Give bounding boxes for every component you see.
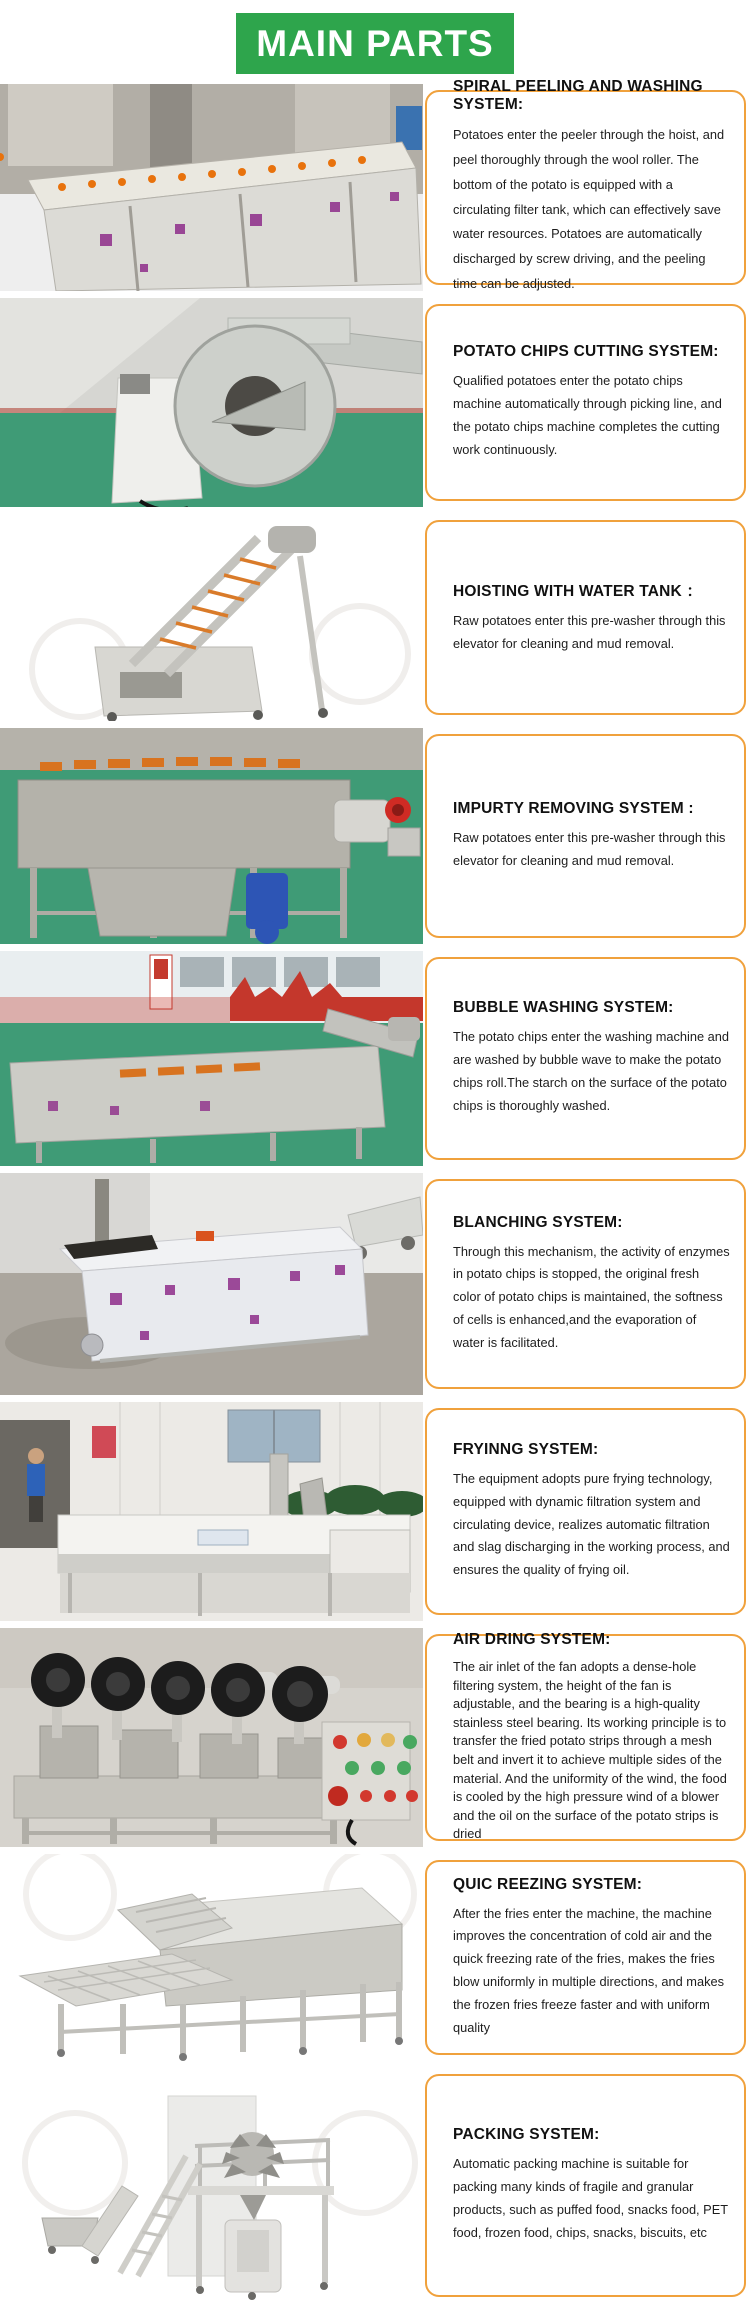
card-potato-chips-cutting	[425, 304, 746, 501]
section-description: After the fries enter the machine, the machine improves the concentration of cold air and the quick freezing rate of the fries, makes the fries blow uniformly in multiple directions, and makes the frozen fries freeze faster and with uniform quality	[453, 1905, 724, 2035]
card-quick-freezing	[425, 1860, 746, 2055]
card-bubble-washing	[425, 957, 746, 1160]
card-impurity-removing	[425, 734, 746, 938]
section-impurity-removing	[0, 728, 750, 944]
bubble-washer-illustration	[0, 951, 423, 1166]
card-frying	[425, 1408, 746, 1615]
section-description: Potatoes enter the peeler through the hoist, and peel thoroughly through the wool roller. The bottom of the potato is equipped with a circulating filter tank, which can effectively save water resources. Potatoes are automatically discharged by screw driving, and the peeling time can be adjusted.	[453, 126, 725, 292]
section-description: Raw potatoes enter this pre-washer through this elevator for cleaning and mud removal.	[453, 613, 726, 651]
photo-frying	[0, 1402, 423, 1621]
blanching-machine-illustration	[0, 1173, 423, 1395]
section-title: PACKING SYSTEM:	[453, 2126, 600, 2144]
section-title: BLANCHING SYSTEM:	[453, 1213, 623, 1231]
photo-hoisting-water-tank	[0, 514, 423, 721]
section-description: Qualified potatoes enter the potato chips machine automatically through picking line, and the potato chips machine completes the cutting work continuously.	[453, 373, 722, 457]
section-packing	[0, 2068, 750, 2303]
section-description: Raw potatoes enter this pre-washer through this elevator for cleaning and mud removal.	[453, 829, 726, 868]
section-potato-chips-cutting	[0, 298, 750, 507]
spiral-peeler-illustration	[0, 84, 423, 291]
cutting-machine-illustration	[0, 298, 423, 507]
photo-packing	[0, 2068, 423, 2303]
section-description: The potato chips enter the washing machine and are washed by bubble wave to make the potato chips roll.The starch on the surface of the potato chips is thoroughly washed.	[453, 1029, 730, 1113]
packing-machine-illustration	[0, 2068, 423, 2303]
section-bubble-washing	[0, 951, 750, 1166]
section-quick-freezing	[0, 1854, 750, 2061]
photo-potato-chips-cutting	[0, 298, 423, 507]
section-description: The equipment adopts pure frying technology, equipped with dynamic filtration system and circulating device, realizes automatic filtration and slag discharging in the working process, and ensures the quality of frying oil.	[453, 1471, 730, 1578]
section-spiral-peeling	[0, 77, 750, 292]
section-air-drying	[0, 1628, 750, 1847]
section-title: IMPURTY REMOVING SYSTEM :	[453, 799, 694, 817]
page-title: MAIN PARTS	[236, 13, 514, 74]
section-title: AIR DRING SYSTEM:	[453, 1631, 611, 1649]
photo-blanching	[0, 1173, 423, 1395]
section-blanching	[0, 1173, 750, 1395]
section-title: POTATO CHIPS CUTTING SYSTEM:	[453, 343, 719, 361]
card-spiral-peeling	[425, 77, 746, 292]
section-title: QUIC REEZING SYSTEM:	[453, 1875, 643, 1893]
section-hoisting-water-tank	[0, 514, 750, 721]
section-title: BUBBLE WASHING SYSTEM:	[453, 999, 674, 1017]
card-hoisting-water-tank	[425, 520, 746, 715]
card-blanching	[425, 1179, 746, 1389]
card-packing	[425, 2074, 746, 2297]
section-title: FRYINNG SYSTEM:	[453, 1441, 599, 1459]
section-description: Through this mechanism, the activity of enzymes in potato chips is stopped, the original fresh color of potato chips is maintained, the softness of cells is enhanced,and the evaporation of water is facilitated.	[453, 1243, 730, 1350]
header	[0, 0, 750, 84]
impurity-remover-illustration	[0, 728, 423, 944]
section-title: SPIRAL PEELING AND WASHING SYSTEM:	[453, 77, 703, 113]
photo-impurity-removing	[0, 728, 423, 944]
photo-spiral-peeling	[0, 84, 423, 291]
freezing-tunnel-illustration	[0, 1854, 423, 2061]
card-air-drying	[425, 1631, 746, 1842]
section-description: Automatic packing machine is suitable for packing many kinds of fragile and granular products, such as puffed food, snacks food, PET food, frozen food, chips, snacks, biscuits, etc	[453, 2156, 728, 2240]
photo-bubble-washing	[0, 951, 423, 1166]
section-title: HOISTING WITH WATER TANK ：	[453, 583, 703, 601]
photo-air-drying	[0, 1628, 423, 1847]
frying-machine-illustration	[0, 1402, 423, 1621]
section-frying	[0, 1402, 750, 1621]
section-description: The air inlet of the fan adopts a dense-hole filtering system, the height of the fan is adjustable, and the bearing is a high-quality stainless steel bearing. Its working principle is to transfer the fried potato strips through a mesh belt and invert it to achieve multiple sides of the material. And the uniformity of the wind, the food is cooled by the high pressure wind of a blower and the oil on the surface of the potato strips is dried	[453, 1659, 727, 1842]
air-dryer-illustration	[0, 1628, 423, 1847]
photo-quick-freezing	[0, 1854, 423, 2061]
hoisting-elevator-illustration	[0, 514, 423, 721]
